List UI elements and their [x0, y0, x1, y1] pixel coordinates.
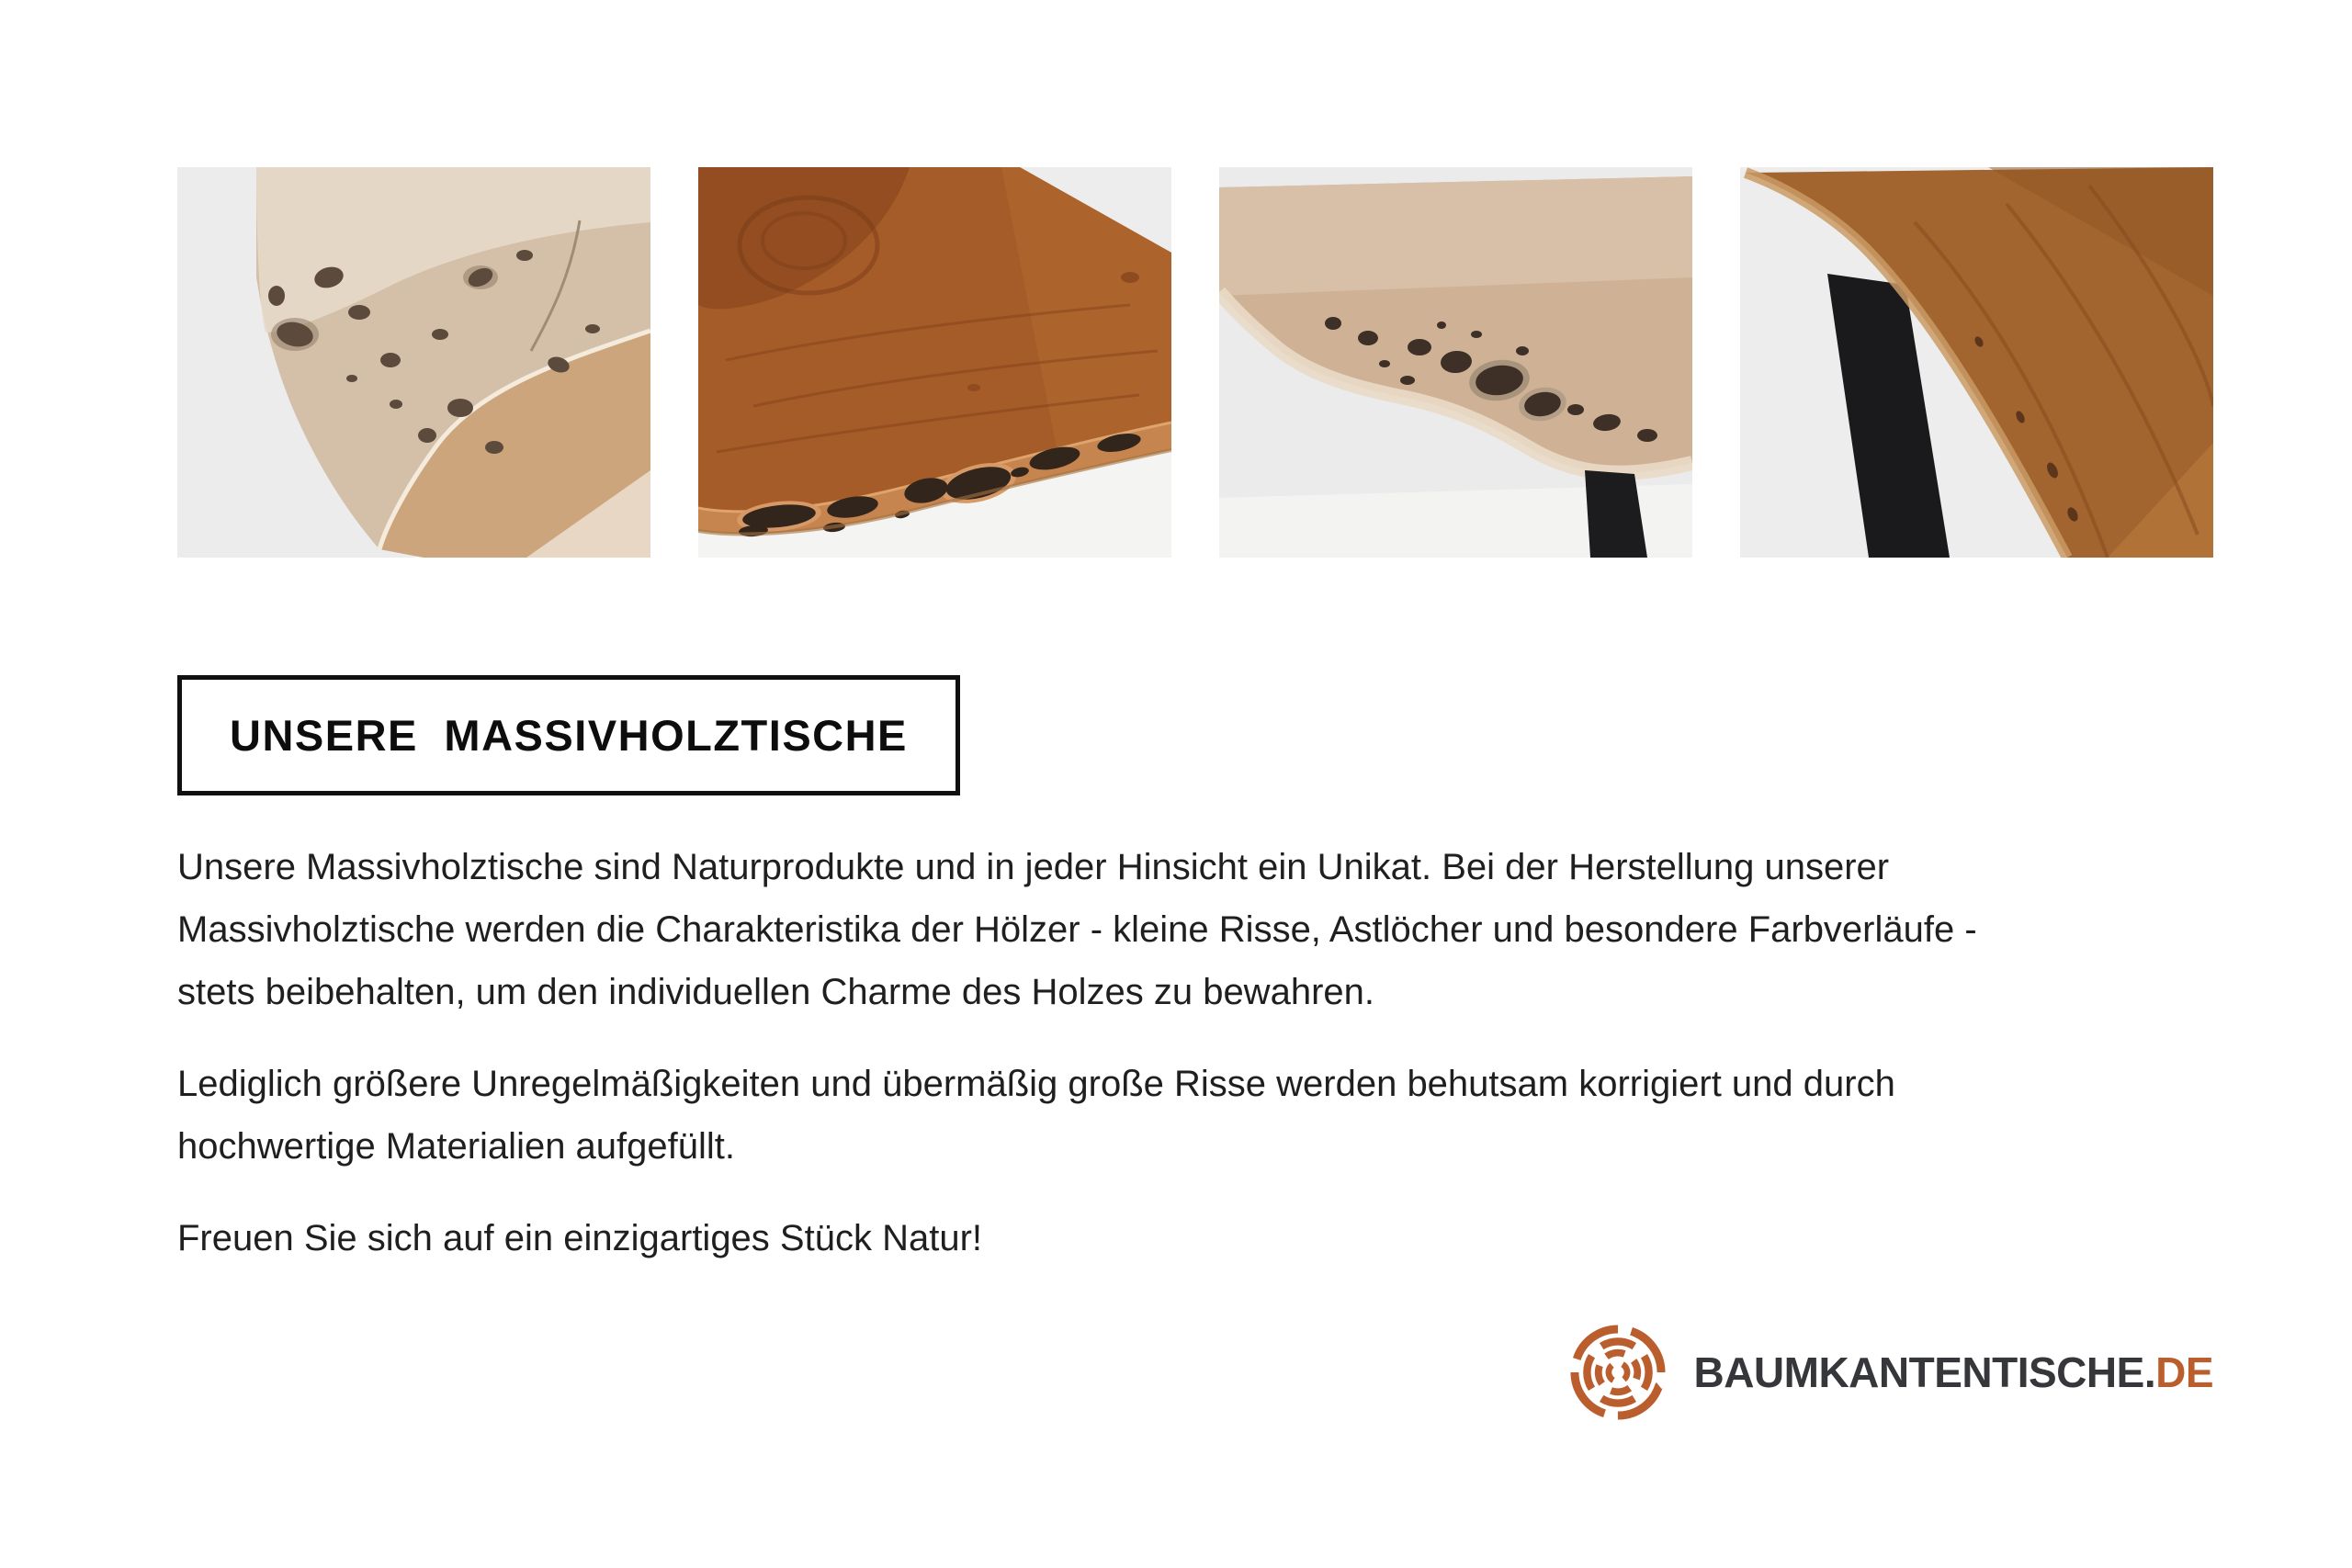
logo-tld-text: DE — [2155, 1348, 2213, 1396]
section-heading-box — [177, 675, 960, 795]
page-content — [177, 167, 2213, 1424]
logo-wordmark — [1693, 1348, 2213, 1397]
wood-photo-3 — [1219, 167, 1692, 558]
tree-rings-icon — [1565, 1321, 1671, 1424]
paragraph-1: Unsere Massivholztische sind Naturprodukte und in jeder Hinsicht ein Unikat. Bei der Herstellung unserer Massivholztische werden die Charakteristika der Hölzer - kleine Risse, Astlöcher und besondere Farbverläufe - stets beibehalten, um den individuellen Charme des Holzes zu bewahren. — [177, 847, 1977, 1012]
body-copy — [177, 836, 2056, 1269]
section-title: UNSERE MASSIVHOLZTISCHE — [230, 711, 908, 760]
product-image-gallery — [177, 167, 2213, 558]
brand-logo — [177, 1321, 2213, 1424]
paragraph-3: Freuen Sie sich auf ein einzigartiges Stück Natur! — [177, 1218, 982, 1258]
wood-photo-4-graphic — [1740, 167, 2213, 558]
logo-brand-text: BAUMKANTENTISCHE — [1693, 1348, 2144, 1396]
wood-photo-2 — [698, 167, 1171, 558]
wood-photo-3-graphic — [1219, 167, 1692, 558]
logo-dot: . — [2143, 1348, 2156, 1396]
wood-photo-2-graphic — [698, 167, 1171, 558]
wood-photo-4 — [1740, 167, 2213, 558]
wood-photo-1-graphic — [177, 167, 650, 558]
paragraph-2: Lediglich größere Unregelmäßigkeiten und übermäßig große Risse werden behutsam korrigiert und durch hochwertige Materialien aufgefüllt. — [177, 1064, 1895, 1167]
wood-photo-1 — [177, 167, 650, 558]
